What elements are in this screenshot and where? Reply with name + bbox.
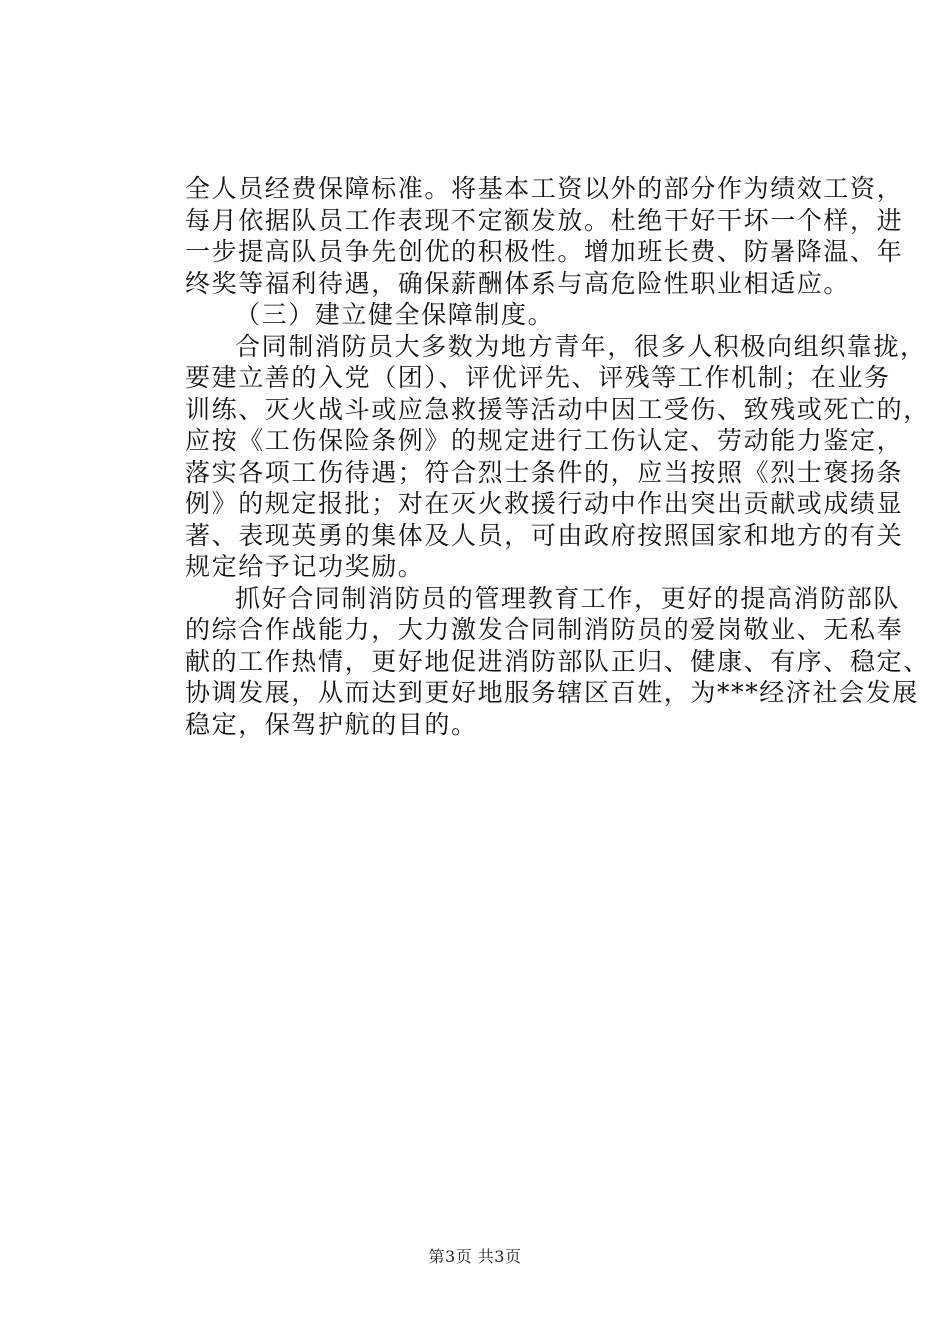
body-line: 应按《工伤保险条例》的规定进行工伤认定、劳动能力鉴定， [185,426,904,455]
body-line: 抓好合同制消防员的管理教育工作，更好的提高消防部队 [235,583,901,613]
body-line: 稳定，保驾护航的目的。 [185,709,478,739]
body-line: 的综合作战能力，大力激发合同制消防员的爱岗敬业、无私奉 [185,615,904,644]
page-number-footer: 第3页 共3页 [428,1247,522,1266]
body-line: 终奖等福利待遇，确保薪酬体系与高危险性职业相适应。 [185,268,851,298]
body-line: 规定给予记功奖励。 [185,552,425,581]
body-line: 献的工作热情，更好地促进消防部队正归、健康、有序、稳定、 [185,646,930,676]
body-line: 每月依据队员工作表现不定额发放。杜绝干好干坏一个样，进 [185,205,904,235]
body-line: 训练、灭火战斗或应急救援等活动中因工受伤、致残或死亡的， [185,394,930,424]
section-heading: （三）建立健全保障制度。 [235,300,555,329]
body-line: 合同制消防员大多数为地方青年，很多人积极向组织靠拢， [235,331,927,361]
body-line: 全人员经费保障标准。将基本工资以外的部分作为绩效工资， [185,174,904,203]
body-line: 协调发展，从而达到更好地服务辖区百姓，为***经济社会发展 [185,678,919,707]
body-line: 著、表现英勇的集体及人员，可由政府按照国家和地方的有关 [185,520,904,550]
body-line: 落实各项工伤待遇；符合烈士条件的，应当按照《烈士褒扬条 [185,457,904,487]
body-line: 一步提高队员争先创优的积极性。增加班长费、防暑降温、年 [185,237,904,266]
document-body [185,173,930,740]
body-line: 例》的规定报批；对在灭火救援行动中作出突出贡献或成绩显 [185,489,904,518]
body-line: 要建立善的入党（团）、评优评先、评残等工作机制；在业务 [185,363,891,392]
